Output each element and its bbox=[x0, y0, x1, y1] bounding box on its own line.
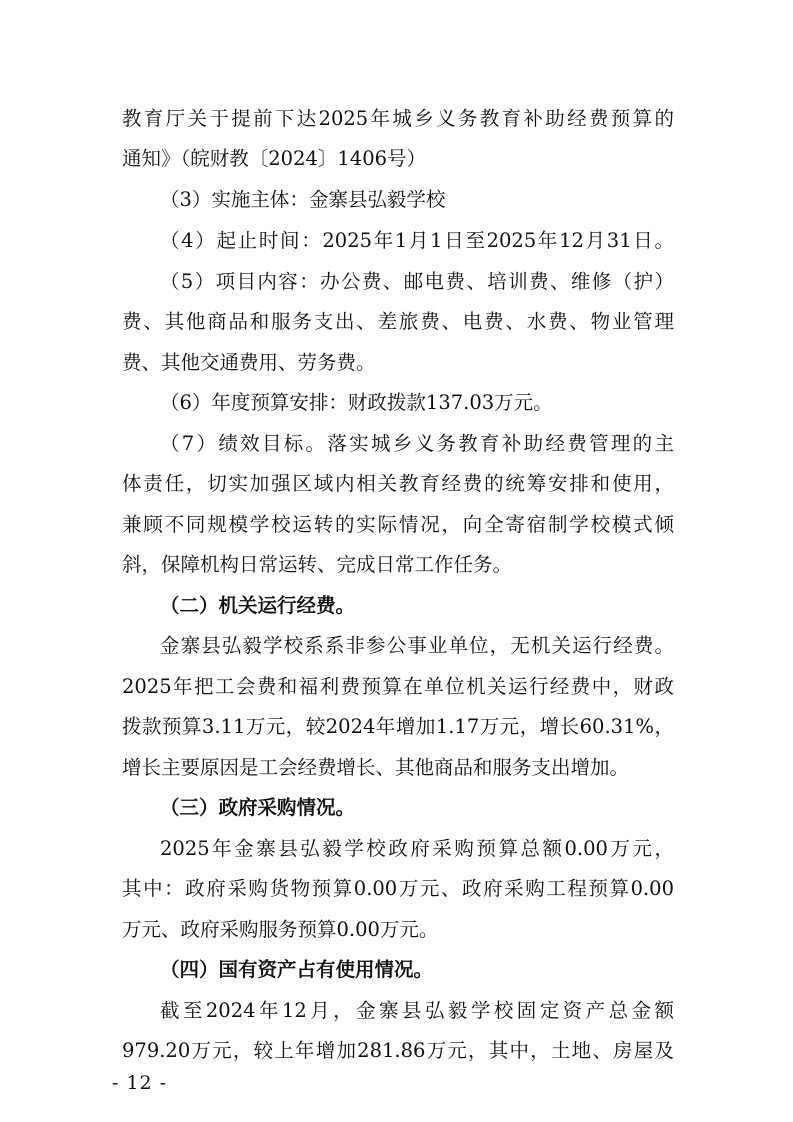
text-line: 2025年把工会费和福利费预算在单位机关运行经费中，财政 bbox=[122, 675, 674, 698]
text-line: 斜，保障机构日常运转、完成日常工作任务。 bbox=[122, 553, 513, 576]
text-line: （6）年度预算安排：财政拨款137.03万元。 bbox=[160, 391, 553, 414]
text-line: 增长主要原因是工会经费增长、其他商品和服务支出增加。 bbox=[122, 756, 630, 779]
text-line: 金寨县弘毅学校系系非参公事业单位，无机关运行经费。 bbox=[160, 634, 674, 657]
section-heading: （二）机关运行经费。 bbox=[160, 594, 356, 617]
text-line: 费、其他交通费用、劳务费。 bbox=[122, 351, 376, 374]
section-heading: （三）政府采购情况。 bbox=[160, 796, 356, 819]
text-line: 979.20万元，较上年增加281.86万元，其中，土地、房屋及 bbox=[122, 1039, 674, 1062]
text-line: 万元、政府采购服务预算0.00万元。 bbox=[122, 918, 439, 941]
text-line: 2025年金寨县弘毅学校政府采购预算总额0.00万元， bbox=[160, 837, 674, 860]
text-line: （7）绩效目标。落实城乡义务教育补助经费管理的主 bbox=[160, 432, 674, 455]
text-line: 体责任，切实加强区域内相关教育经费的统筹安排和使用， bbox=[122, 472, 674, 495]
text-line: 兼顾不同规模学校运转的实际情况，向全寄宿制学校模式倾 bbox=[122, 513, 674, 536]
text-line: 其中：政府采购货物预算0.00万元、政府采购工程预算0.00 bbox=[122, 877, 674, 900]
text-line: 拨款预算3.11万元，较2024年增加1.17万元，增长60.31%， bbox=[122, 715, 674, 738]
text-line: 截至2024年12月，金寨县弘毅学校固定资产总金额 bbox=[160, 999, 674, 1022]
text-line: （5）项目内容：办公费、邮电费、培训费、维修（护） bbox=[160, 270, 674, 293]
text-line: 通知》（皖财教〔2024〕1406号） bbox=[122, 147, 427, 170]
text-line: 教育厅关于提前下达2025年城乡义务教育补助经费预算的 bbox=[122, 107, 674, 130]
text-line: 费、其他商品和服务支出、差旅费、电费、水费、物业管理 bbox=[122, 310, 674, 333]
page-number: - 12 - bbox=[112, 1072, 168, 1094]
text-line: （4）起止时间：2025年1月1日至2025年12月31日。 bbox=[160, 229, 674, 252]
section-heading: （四）国有资产占有使用情况。 bbox=[160, 958, 434, 981]
text-line: （3）实施主体：金寨县弘毅学校 bbox=[160, 188, 446, 211]
